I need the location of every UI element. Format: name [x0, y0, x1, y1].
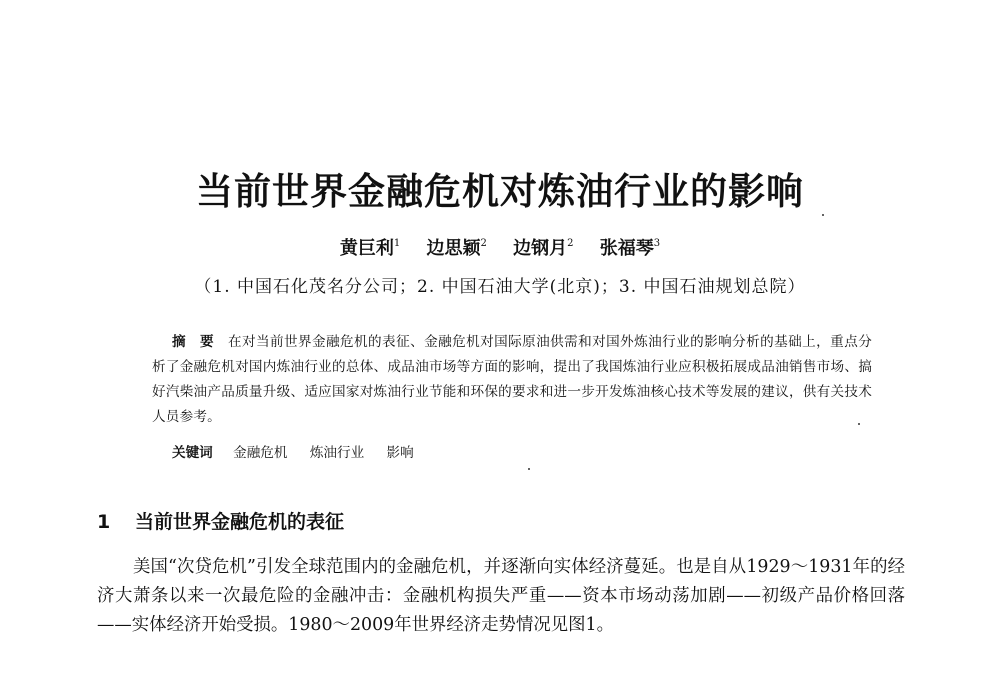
- paper-title: 当前世界金融危机对炼油行业的影响: [196, 170, 804, 213]
- keyword: 炼油行业: [309, 445, 365, 461]
- author-name: 张福琴: [599, 238, 654, 259]
- abstract-text: 在对当前世界金融危机的表征、金融危机对国际原油供需和对国外炼油行业的影响分析的基础上，重点分析了金融危机对国内炼油行业的总体、成品油市场等方面的影响，提出了我国炼油行业应积极拓展成品油销售市场、搞好汽柴油产品质量升级、适应国家对炼油行业节能和环保的要求和进一步开发炼油核心技术等发展的建议，供有关技术人员参考。: [152, 334, 872, 425]
- author-name: 黄巨利: [339, 238, 394, 259]
- keywords: [172, 441, 872, 465]
- keyword: 金融危机: [233, 445, 288, 461]
- author: [426, 238, 486, 259]
- author-affiliation-mark: 2: [567, 238, 574, 249]
- author-name: 边钢月: [513, 238, 568, 259]
- section-title: 当前世界金融危机的表征: [135, 511, 345, 533]
- author-affiliation-mark: 1: [393, 238, 401, 249]
- abstract-label: 摘 要: [172, 334, 215, 350]
- keywords-label: 关键词: [172, 445, 213, 461]
- abstract: [152, 330, 872, 430]
- author-name: 边思颖: [426, 238, 481, 259]
- body-paragraph: 美国“次贷危机”引发全球范围内的金融危机，并逐渐向实体经济蔓延。也是自从1929～1931年的经济大萧条以来一次最危险的金融冲击：金融机构损失严重——资本市场动荡加剧——初级产品价格回落——实体经济开始受损。1980～2009年世界经济走势情况见图1。: [97, 557, 905, 635]
- section-heading: [97, 508, 344, 536]
- author: [600, 238, 660, 259]
- affiliations: （1. 中国石化茂名分公司；2. 中国石油大学(北京)；3. 中国石油规划总院）: [194, 277, 806, 297]
- keyword: 影响: [386, 445, 414, 461]
- author: [513, 238, 573, 259]
- author: [340, 238, 400, 259]
- author-affiliation-mark: 3: [653, 238, 661, 249]
- author-affiliation-mark: 2: [480, 238, 487, 249]
- scan-speck: [528, 468, 530, 470]
- author-list: [0, 232, 1000, 261]
- scan-speck: [858, 423, 860, 425]
- section-number: 1: [97, 511, 111, 533]
- scan-speck: [822, 214, 824, 216]
